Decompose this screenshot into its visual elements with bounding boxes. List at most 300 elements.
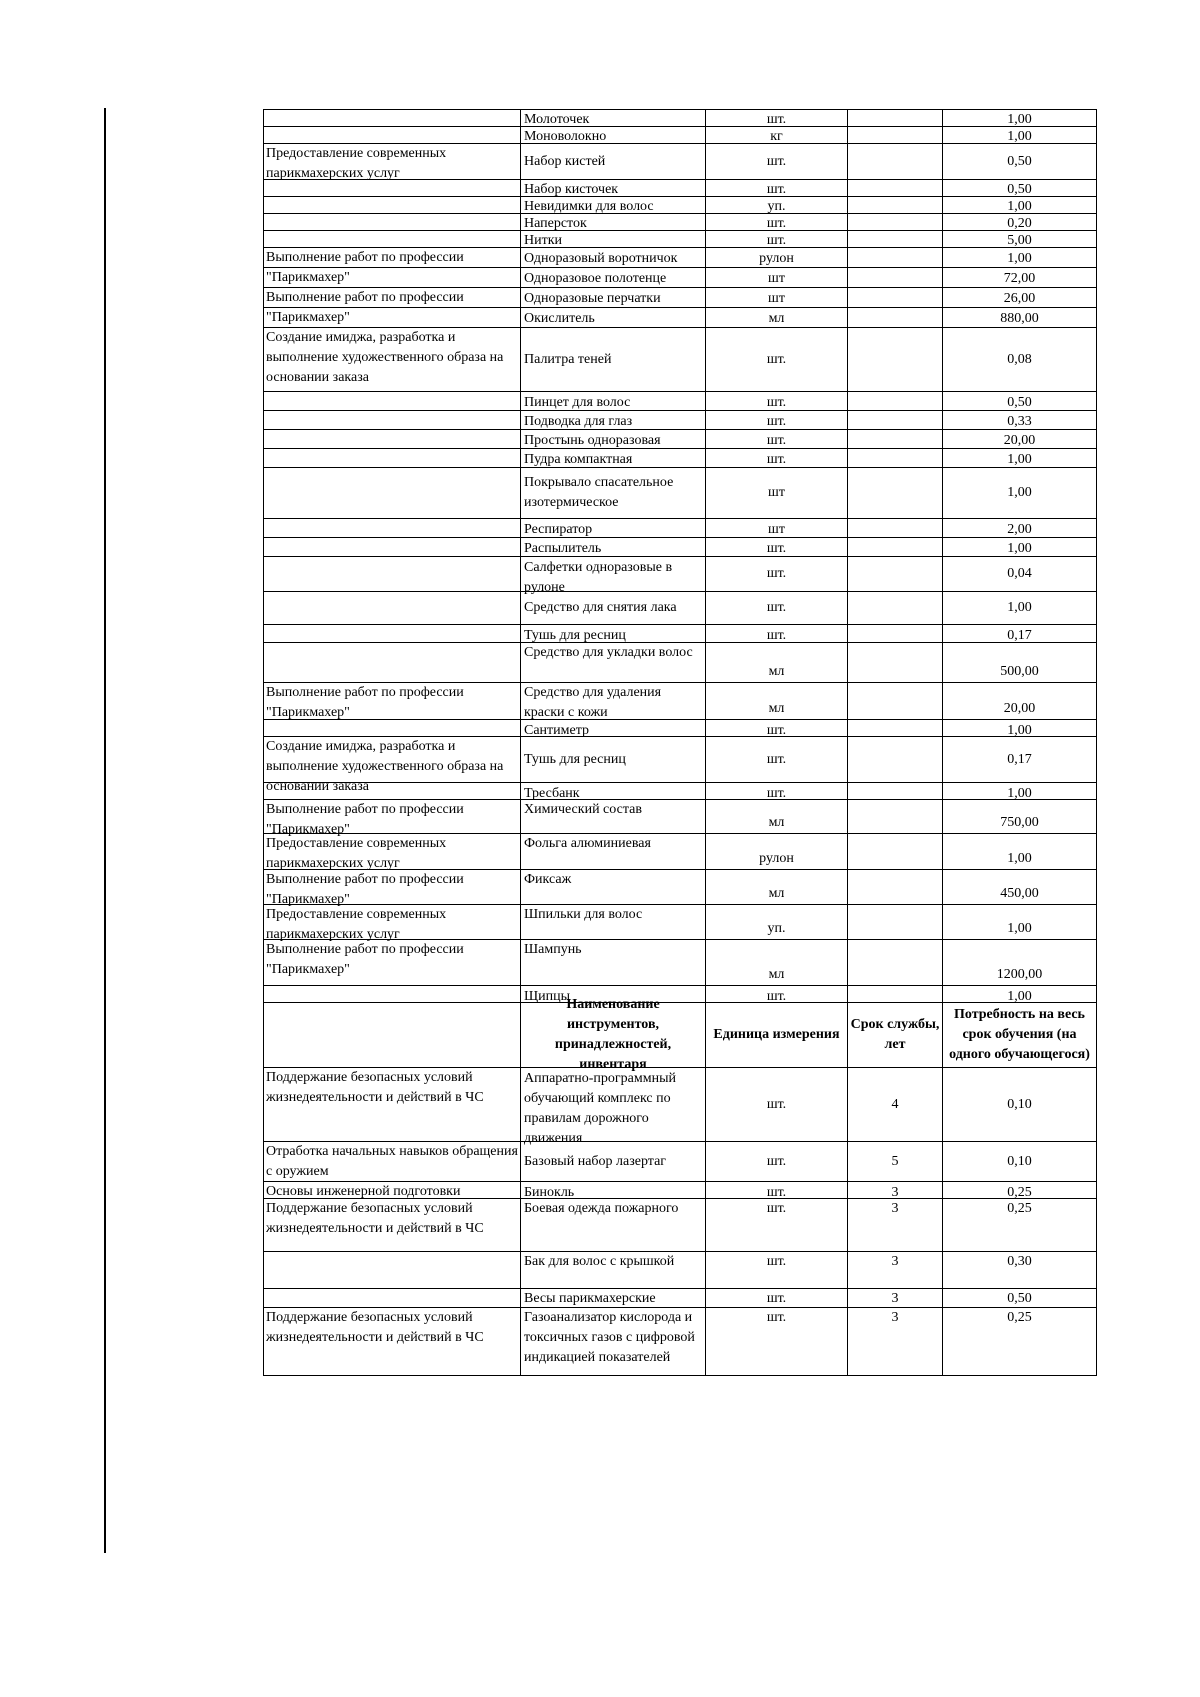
quantity-cell-text: 0,25 xyxy=(1007,1201,1032,1216)
unit-cell-text: шт. xyxy=(766,1201,787,1216)
item-name-cell xyxy=(521,180,706,197)
module-cell xyxy=(264,538,521,557)
module-cell xyxy=(264,468,521,519)
unit-cell-text: мл xyxy=(768,664,785,679)
service-life-cell xyxy=(848,231,943,248)
unit-cell-text: шт. xyxy=(766,540,787,556)
item-name-cell-text: Бак для волос с крышкой xyxy=(524,1254,675,1269)
unit-cell xyxy=(706,538,848,557)
unit-cell-text: мл xyxy=(768,886,785,901)
quantity-cell xyxy=(943,625,1097,643)
quantity-cell xyxy=(943,197,1097,214)
module-cell xyxy=(264,430,521,449)
unit-cell-text: шт. xyxy=(766,1310,787,1325)
quantity-cell-text: 880,00 xyxy=(1000,310,1039,326)
quantity-cell xyxy=(943,392,1097,411)
unit-cell-text: шт. xyxy=(766,153,787,169)
table-row xyxy=(264,737,1097,783)
header-life-cell-text: Срок службы, лет xyxy=(850,1017,940,1052)
item-name-cell-text: Простынь одноразовая xyxy=(524,432,661,448)
unit-cell-text: шт. xyxy=(766,722,787,738)
table-row xyxy=(264,683,1097,720)
service-life-cell xyxy=(848,643,943,683)
item-name-cell xyxy=(521,1289,706,1308)
unit-cell-text: шт. xyxy=(766,600,787,615)
quantity-cell-text: 0,50 xyxy=(1007,182,1032,197)
table-row xyxy=(264,1142,1097,1182)
table-row xyxy=(264,288,1097,308)
item-name-cell xyxy=(521,737,706,783)
item-name-cell xyxy=(521,940,706,986)
module-cell xyxy=(264,214,521,231)
item-name-cell-text: Респиратор xyxy=(524,521,593,537)
module-cell xyxy=(264,800,521,837)
quantity-cell-text: 1,00 xyxy=(1007,485,1032,500)
service-life-cell xyxy=(848,328,943,392)
quantity-cell xyxy=(943,720,1097,737)
quantity-cell-text: 1,00 xyxy=(1007,785,1032,801)
item-name-cell-text: Весы парикмахерские xyxy=(524,1291,656,1306)
service-life-cell xyxy=(848,683,943,720)
item-name-cell-text: Палитра теней xyxy=(524,351,612,367)
item-name-cell-text: Тресбанк xyxy=(524,785,580,801)
service-life-cell-text: 3 xyxy=(891,1310,899,1325)
quantity-cell-text: 5,00 xyxy=(1007,233,1032,248)
quantity-cell xyxy=(943,328,1097,392)
header-unit-cell-text: Единица измерения xyxy=(713,1027,840,1042)
quantity-cell xyxy=(943,1068,1097,1142)
unit-cell-text: шт. xyxy=(766,785,787,801)
module-cell xyxy=(264,625,521,643)
quantity-cell xyxy=(943,288,1097,308)
item-name-cell-text: Средство для укладки волос xyxy=(524,645,693,660)
service-life-cell xyxy=(848,308,943,328)
unit-cell-text: шт. xyxy=(766,1153,787,1169)
unit-cell xyxy=(706,1289,848,1308)
table-row xyxy=(264,392,1097,411)
quantity-cell xyxy=(943,468,1097,519)
unit-cell-text: шт. xyxy=(766,413,787,429)
quantity-cell xyxy=(943,144,1097,180)
service-life-cell xyxy=(848,557,943,592)
item-name-cell xyxy=(521,519,706,538)
unit-cell-text: шт xyxy=(768,485,785,500)
unit-cell xyxy=(706,592,848,625)
module-cell-text: Выполнение работ по профессии "Парикмахер" xyxy=(266,872,464,907)
unit-cell xyxy=(706,180,848,197)
module-cell xyxy=(264,940,521,986)
table-row xyxy=(264,870,1097,905)
header-qty-cell xyxy=(943,1003,1097,1068)
module-cell-text: Поддержание безопасных условий жизнедеятельности и действий в ЧС xyxy=(266,1310,484,1345)
service-life-cell xyxy=(848,800,943,834)
quantity-cell xyxy=(943,127,1097,144)
quantity-cell xyxy=(943,557,1097,592)
item-name-cell xyxy=(521,720,706,737)
service-life-cell xyxy=(848,1289,943,1308)
quantity-cell-text: 1,00 xyxy=(1007,112,1032,127)
item-name-cell-text: Одноразовые перчатки xyxy=(524,290,661,306)
module-cell xyxy=(264,127,521,144)
quantity-cell xyxy=(943,905,1097,940)
item-name-cell-text: Газоанализатор кислорода и токсичных газов с цифровой индикацией показателей xyxy=(524,1310,695,1365)
quantity-cell xyxy=(943,592,1097,625)
item-name-cell-text: Набор кистей xyxy=(524,153,606,169)
item-name-cell-text: Щипцы xyxy=(524,988,571,1004)
quantity-cell xyxy=(943,268,1097,288)
item-name-cell xyxy=(521,1199,706,1252)
item-name-cell-text: Фольга алюминиевая xyxy=(524,836,651,851)
table-row xyxy=(264,268,1097,288)
service-life-cell xyxy=(848,127,943,144)
quantity-cell-text: 20,00 xyxy=(1003,432,1036,448)
quantity-cell xyxy=(943,110,1097,127)
table-row xyxy=(264,625,1097,643)
quantity-cell xyxy=(943,940,1097,986)
unit-cell-text: шт xyxy=(768,521,785,537)
service-life-cell xyxy=(848,783,943,800)
unit-cell-text: шт. xyxy=(766,988,787,1004)
unit-cell-text: шт. xyxy=(766,1096,787,1112)
unit-cell-text: шт xyxy=(768,270,785,286)
item-name-cell xyxy=(521,1068,706,1146)
quantity-cell xyxy=(943,870,1097,905)
service-life-cell xyxy=(848,720,943,737)
unit-cell-text: кг xyxy=(770,129,783,144)
unit-cell xyxy=(706,411,848,430)
service-life-cell xyxy=(848,737,943,783)
unit-cell xyxy=(706,870,848,905)
table-row xyxy=(264,783,1097,800)
unit-cell xyxy=(706,1068,848,1142)
quantity-cell xyxy=(943,1182,1097,1199)
module-cell xyxy=(264,592,521,625)
table-row xyxy=(264,519,1097,538)
item-name-cell-text: Окислитель xyxy=(524,310,595,326)
unit-cell-text: шт. xyxy=(766,627,787,643)
table-row xyxy=(264,127,1097,144)
module-cell xyxy=(264,144,521,180)
unit-cell-text: шт. xyxy=(766,216,787,231)
unit-cell xyxy=(706,430,848,449)
quantity-cell-text: 0,25 xyxy=(1007,1184,1032,1200)
table-row xyxy=(264,800,1097,834)
item-name-cell-text: Фиксаж xyxy=(524,872,572,887)
header-unit-cell xyxy=(706,1003,848,1068)
item-name-cell xyxy=(521,144,706,180)
quantity-cell xyxy=(943,1289,1097,1308)
header-qty-cell-text: Потребность на весь срок обучения (на одного обучающегося) xyxy=(949,1007,1090,1062)
module-cell xyxy=(264,737,521,794)
item-name-cell-text: Боевая одежда пожарного xyxy=(524,1201,679,1216)
module-cell xyxy=(264,519,521,538)
item-name-cell xyxy=(521,870,706,905)
item-name-cell xyxy=(521,538,706,557)
module-cell xyxy=(264,110,521,127)
quantity-cell-text: 500,00 xyxy=(1000,664,1039,679)
table-row xyxy=(264,248,1097,268)
service-life-cell xyxy=(848,834,943,870)
quantity-cell-text: 0,50 xyxy=(1007,1291,1032,1306)
unit-cell xyxy=(706,1308,848,1376)
header-name-cell-text: Наименование инструментов, принадлежностей, инвентаря xyxy=(554,997,672,1072)
module-cell xyxy=(264,1308,521,1376)
table-row xyxy=(264,592,1097,625)
item-name-cell xyxy=(521,625,706,643)
unit-cell xyxy=(706,214,848,231)
unit-cell-text: рулон xyxy=(759,250,794,266)
item-name-cell-text: Одноразовый воротничок xyxy=(524,250,678,266)
item-name-cell-text: Пинцет для волос xyxy=(524,394,631,410)
quantity-cell-text: 1,00 xyxy=(1007,988,1032,1004)
service-life-cell xyxy=(848,1142,943,1182)
item-name-cell xyxy=(521,905,706,940)
quantity-cell-text: 1,00 xyxy=(1007,600,1032,615)
module-cell xyxy=(264,643,521,683)
unit-cell xyxy=(706,1199,848,1252)
item-name-cell xyxy=(521,557,706,595)
unit-cell-text: мл xyxy=(768,967,785,982)
item-name-cell-text: Бинокль xyxy=(524,1184,575,1200)
service-life-cell xyxy=(848,449,943,468)
unit-cell xyxy=(706,683,848,720)
item-name-cell-text: Набор кисточек xyxy=(524,182,619,197)
service-life-cell xyxy=(848,468,943,519)
item-name-cell-text: Покрывало спасательное изотермическое xyxy=(524,475,674,510)
item-name-cell xyxy=(521,430,706,449)
unit-cell-text: шт. xyxy=(766,112,787,127)
quantity-cell-text: 1,00 xyxy=(1007,129,1032,144)
quantity-cell xyxy=(943,248,1097,268)
item-name-cell-text: Одноразовое полотенце xyxy=(524,270,667,286)
item-name-cell-text: Моноволокно xyxy=(524,129,607,144)
unit-cell-text: шт. xyxy=(766,451,787,467)
service-life-cell-text: 3 xyxy=(891,1184,899,1200)
unit-cell-text: шт. xyxy=(766,394,787,410)
item-name-cell-text: Пудра компактная xyxy=(524,451,633,467)
quantity-cell-text: 1,00 xyxy=(1007,921,1032,936)
module-cell xyxy=(264,834,521,870)
item-name-cell xyxy=(521,683,706,720)
unit-cell xyxy=(706,127,848,144)
table-body xyxy=(264,110,1097,1376)
unit-cell xyxy=(706,248,848,268)
unit-cell xyxy=(706,231,848,248)
module-cell xyxy=(264,392,521,411)
module-cell xyxy=(264,683,521,720)
quantity-cell-text: 1,00 xyxy=(1007,250,1032,266)
module-cell-text: Выполнение работ по профессии "Парикмахер" xyxy=(266,942,464,977)
service-life-cell-text: 3 xyxy=(891,1291,899,1306)
quantity-cell xyxy=(943,1142,1097,1182)
module-cell xyxy=(264,1142,521,1182)
unit-cell xyxy=(706,328,848,392)
quantity-cell xyxy=(943,986,1097,1003)
table-row xyxy=(264,940,1097,986)
service-life-cell xyxy=(848,430,943,449)
table-row xyxy=(264,1289,1097,1308)
module-cell xyxy=(264,986,521,1003)
quantity-cell-text: 750,00 xyxy=(1000,815,1039,830)
quantity-cell xyxy=(943,643,1097,683)
module-cell xyxy=(264,1252,521,1289)
unit-cell xyxy=(706,625,848,643)
module-cell-text: Выполнение работ по профессии "Парикмахер" xyxy=(266,250,464,285)
service-life-cell xyxy=(848,519,943,538)
unit-cell xyxy=(706,110,848,127)
quantity-cell-text: 1,00 xyxy=(1007,199,1032,214)
item-name-cell xyxy=(521,248,706,268)
module-cell-text: Предоставление современных парикмахерских услуг xyxy=(266,907,447,942)
service-life-cell xyxy=(848,144,943,180)
service-life-cell xyxy=(848,905,943,940)
table-row xyxy=(264,720,1097,737)
header-empty-cell-text xyxy=(266,1004,518,1067)
service-life-cell xyxy=(848,197,943,214)
unit-cell-text: шт. xyxy=(766,1184,787,1200)
item-name-cell-text: Химический состав xyxy=(524,802,642,817)
item-name-cell-text: Подводка для глаз xyxy=(524,413,633,429)
quantity-cell xyxy=(943,800,1097,834)
quantity-cell-text: 0,30 xyxy=(1007,1254,1032,1269)
quantity-cell-text: 0,04 xyxy=(1007,566,1032,581)
unit-cell xyxy=(706,268,848,288)
unit-cell xyxy=(706,905,848,940)
item-name-cell-text: Шпильки для волос xyxy=(524,907,643,922)
table-row xyxy=(264,197,1097,214)
module-cell xyxy=(264,870,521,905)
quantity-cell-text: 0,25 xyxy=(1007,1310,1032,1325)
unit-cell xyxy=(706,783,848,800)
table-row xyxy=(264,1199,1097,1252)
item-name-cell xyxy=(521,127,706,144)
unit-cell-text: шт. xyxy=(766,432,787,448)
unit-cell xyxy=(706,737,848,783)
quantity-cell xyxy=(943,834,1097,870)
module-cell xyxy=(264,557,521,592)
unit-cell-text: шт xyxy=(768,290,785,306)
module-cell-text: Выполнение работ по профессии "Парикмахер" xyxy=(266,290,464,325)
header-empty-cell xyxy=(264,1003,521,1068)
unit-cell-text: уп. xyxy=(767,921,786,936)
service-life-cell-text: 4 xyxy=(891,1096,899,1112)
item-name-cell-text: Сантиметр xyxy=(524,722,590,738)
item-name-cell-text: Невидимки для волос xyxy=(524,199,654,214)
unit-cell xyxy=(706,468,848,519)
table-header-row xyxy=(264,1003,1097,1068)
item-name-cell xyxy=(521,197,706,214)
item-name-cell xyxy=(521,834,706,870)
quantity-cell xyxy=(943,1252,1097,1289)
quantity-cell-text: 1,00 xyxy=(1007,540,1032,556)
table-row xyxy=(264,110,1097,127)
quantity-cell-text: 0,33 xyxy=(1007,413,1032,429)
module-cell-text: Отработка начальных навыков обращения с оружием xyxy=(266,1144,518,1179)
table-row xyxy=(264,1182,1097,1199)
module-cell-text: Выполнение работ по профессии "Парикмахер" xyxy=(266,802,464,837)
item-name-cell xyxy=(521,800,706,834)
module-cell-text: Поддержание безопасных условий жизнедеятельности и действий в ЧС xyxy=(266,1201,484,1236)
unit-cell-text: мл xyxy=(768,701,785,716)
item-name-cell xyxy=(521,308,706,328)
item-name-cell xyxy=(521,1308,706,1376)
item-name-cell xyxy=(521,643,706,683)
unit-cell xyxy=(706,392,848,411)
item-name-cell xyxy=(521,392,706,411)
module-cell xyxy=(264,288,521,325)
module-cell xyxy=(264,1199,521,1252)
quantity-cell-text: 0,50 xyxy=(1007,394,1032,410)
unit-cell-text: уп. xyxy=(767,199,786,214)
table-row xyxy=(264,557,1097,592)
unit-cell xyxy=(706,197,848,214)
service-life-cell xyxy=(848,870,943,905)
item-name-cell xyxy=(521,214,706,231)
service-life-cell xyxy=(848,625,943,643)
service-life-cell xyxy=(848,268,943,288)
table-row xyxy=(264,538,1097,557)
service-life-cell xyxy=(848,214,943,231)
quantity-cell xyxy=(943,683,1097,720)
quantity-cell xyxy=(943,538,1097,557)
unit-cell xyxy=(706,1182,848,1199)
table-row xyxy=(264,214,1097,231)
service-life-cell xyxy=(848,248,943,268)
service-life-cell xyxy=(848,1199,943,1252)
table-row xyxy=(264,1068,1097,1142)
service-life-cell xyxy=(848,392,943,411)
module-cell xyxy=(264,197,521,214)
module-cell xyxy=(264,1068,521,1142)
item-name-cell xyxy=(521,288,706,308)
unit-cell-text: мл xyxy=(768,310,785,326)
unit-cell xyxy=(706,144,848,180)
unit-cell xyxy=(706,449,848,468)
unit-cell-text: рулон xyxy=(759,851,794,866)
quantity-cell-text: 1,00 xyxy=(1007,722,1032,738)
item-name-cell-text: Средство для удаления краски с кожи xyxy=(524,685,662,720)
quantity-cell xyxy=(943,430,1097,449)
service-life-cell xyxy=(848,940,943,986)
table-row xyxy=(264,1252,1097,1289)
item-name-cell xyxy=(521,783,706,800)
table-row xyxy=(264,643,1097,683)
table-row xyxy=(264,144,1097,180)
quantity-cell-text: 26,00 xyxy=(1003,290,1036,306)
item-name-cell-text: Наперсток xyxy=(524,216,587,231)
unit-cell xyxy=(706,834,848,870)
item-name-cell xyxy=(521,1252,706,1289)
module-cell xyxy=(264,248,521,285)
quantity-cell xyxy=(943,308,1097,328)
unit-cell xyxy=(706,643,848,683)
service-life-cell xyxy=(848,1252,943,1289)
table-row xyxy=(264,430,1097,449)
unit-cell xyxy=(706,940,848,986)
quantity-cell xyxy=(943,519,1097,538)
service-life-cell xyxy=(848,538,943,557)
item-name-cell-text: Средство для снятия лака xyxy=(524,600,677,615)
unit-cell-text: шт. xyxy=(766,233,787,248)
module-cell-text: Поддержание безопасных условий жизнедеятельности и действий в ЧС xyxy=(266,1070,484,1105)
service-life-cell xyxy=(848,592,943,625)
item-name-cell-text: Тушь для ресниц xyxy=(524,627,626,643)
item-name-cell-text: Аппаратно-программный обучающий комплекс по правилам дорожного движения xyxy=(524,1070,676,1146)
item-name-cell xyxy=(521,110,706,127)
module-cell xyxy=(264,449,521,468)
unit-cell-text: шт. xyxy=(766,751,787,767)
module-cell xyxy=(264,1289,521,1308)
